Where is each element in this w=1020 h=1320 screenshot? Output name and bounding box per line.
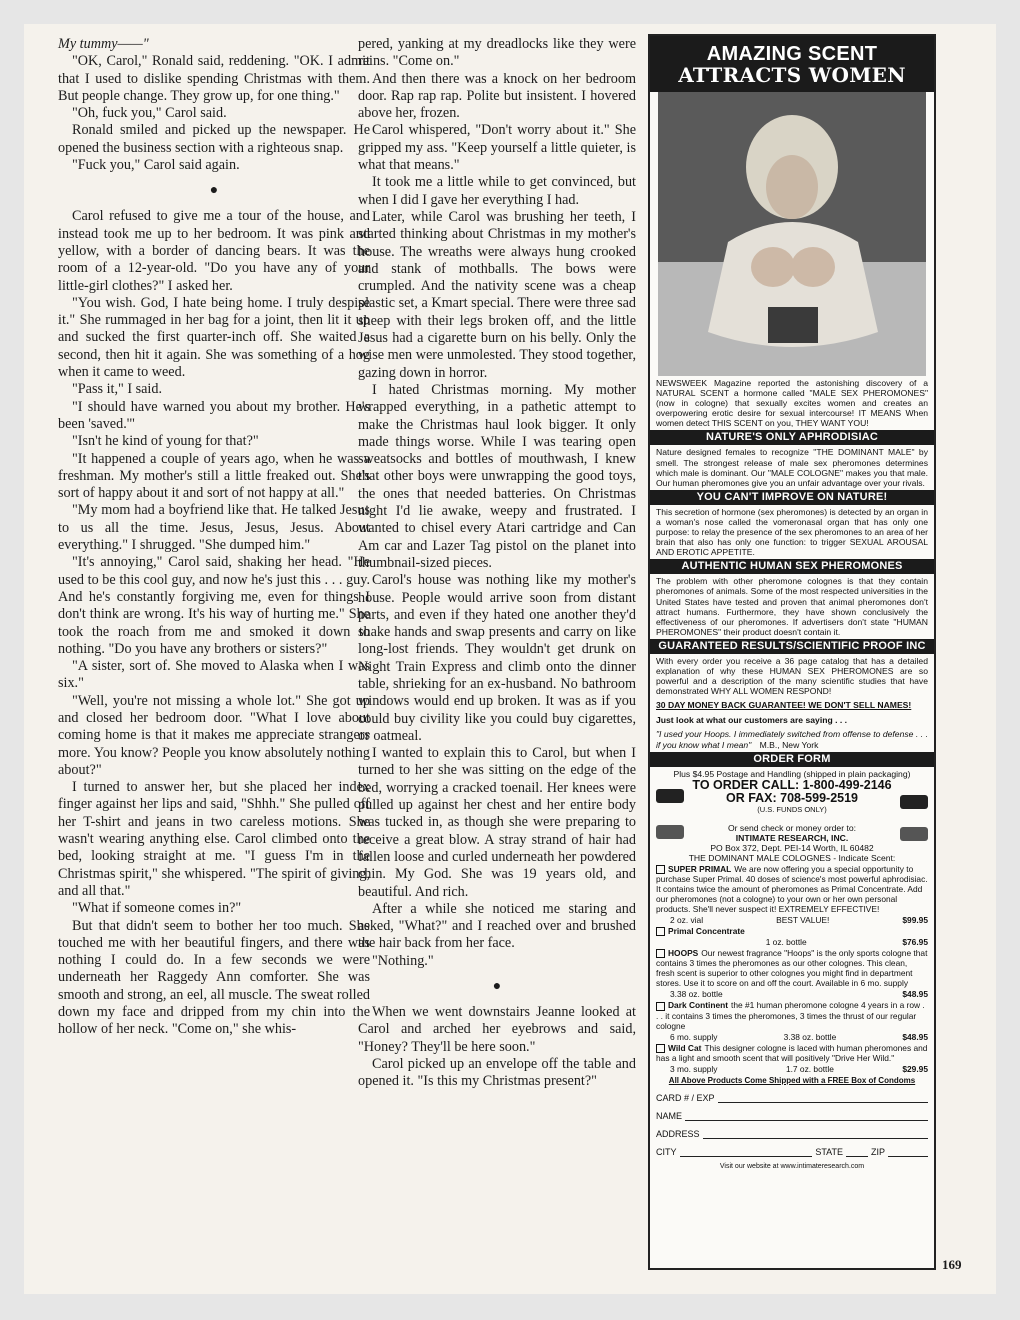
- product-checkbox[interactable]: [656, 1002, 665, 1011]
- story-paragraph: But that didn't seem to bother her too much. She touched me with her beautiful fingers, and there was nothing I could do. In a few seconds we were underneath her Raggedy Ann comforter. She was smooth and strong, an eel, all muscle. The sweat rolled down my face and dripped from my chin into the hollow of her neck. "Come on," she whis-: [58, 917, 370, 1038]
- order-info: Plus $4.95 Postage and Handling (shipped in plain packaging) TO ORDER CALL: 1-800-499-2146 OR FAX: 708-599-2519 (U.S. FUNDS ONLY) Or send check or money order to: INTIMATE RESEARCH, INC. PO Box 372, Dept. PEI-14 Worth, IL 60482 THE DOMINANT MALE COLOGNES - Indicate Scent:: [650, 767, 934, 863]
- address-field[interactable]: ADDRESS: [650, 1124, 934, 1142]
- amex-logo: [656, 825, 684, 839]
- product-name: SUPER PRIMAL: [668, 863, 732, 874]
- product-price-row: [650, 937, 934, 947]
- text-column-left: [58, 36, 370, 1039]
- price-cell: $48.95: [902, 1031, 928, 1042]
- cologne-advertisement: [648, 34, 936, 1270]
- story-paragraph: Carol picked up an envelope off the table and opened it. "Is this my Christmas present?": [358, 1055, 636, 1090]
- story-paragraph: It took me a little while to get convinced, but when I did I gave her everything I had.: [358, 174, 636, 208]
- ad-section-text: With every order you receive a 36 page catalog that has a detailed explanation of why these HUMAN SEX PHEROMONES are so powerful and a description of the many scientific studies that have demonstrated WHY ALL WOMEN RESPOND!: [656, 655, 928, 697]
- product-name: Dark Continent: [668, 1000, 729, 1011]
- ad-guarantee: 30 DAY MONEY BACK GUARANTEE! WE DON'T SELL NAMES!: [656, 700, 912, 711]
- story-paragraph: I wanted to explain this to Carol, but when I turned to her she was sitting on the edge of the bed, worrying a cracked toenail. Her knees were pulled up against her chest and her entire body was tucked in, as though she were preparing to receive a great blow. A stray strand of hair had fallen loose and curled underneath her powdered chin. My God. She was 19 years old, and beautiful. And rich.: [358, 745, 636, 900]
- ad-section-bar: YOU CAN'T IMPROVE ON NATURE!: [650, 490, 934, 505]
- story-paragraph: Carol whispered, "Don't worry about it." She gripped my ass. "Keep yourself a little quieter, is what that means.": [358, 122, 636, 174]
- free-box-note: All Above Products Come Shipped with a FREE Box of Condoms: [668, 1076, 916, 1086]
- story-paragraph: When we went downstairs Jeanne looked at Carol and arched her eyebrows and said, "Honey? They'll be here soon.": [358, 1004, 636, 1055]
- mail-order-block: Or send check or money order to: INTIMATE RESEARCH, INC. PO Box 372, Dept. PEI-14 Worth, IL 60482 THE DOMINANT MALE COLOGNES - Indicate Scent:: [650, 823, 934, 863]
- story-paragraph: "Nothing.": [372, 952, 434, 969]
- story-paragraph: "OK, Carol," Ronald said, reddening. "OK. I admit that I used to dislike spending Christmas with them. But people change. They grow up, for one thing.": [58, 53, 370, 104]
- story-paragraph: "A sister, sort of. She moved to Alaska when I was six.": [58, 658, 370, 692]
- product-checkbox[interactable]: [656, 865, 665, 874]
- story-paragraph: "I should have warned you about my brother. He's been 'saved.'": [58, 398, 370, 432]
- story-paragraph: I hated Christmas morning. My mother wrapped everything, in a pathetic attempt to make the Christmas haul look bigger. It only made things worse. While I was tearing open sweatsocks and bottles of mouthwash, I knew that other boys were unwrapping the good toys, the ones that needed batteries. On Christmas night I'd lie awake, weepy and frustrated. I wanted to chisel every Atari cartridge and Can Am car and Lazer Tag pistol on the planet into thumbnail-sized pieces.: [358, 381, 636, 571]
- price-cell: 1 oz. bottle: [765, 937, 807, 948]
- ad-section-text: The problem with other pheromone colognes is that they contain pheromones of animals. Some of the most respected universities in the United States have tested and proven that animal pheromones don't attract humans. Furthermore, they have shown conclusively the effectiveness of our pheromones. If advertisers don't state "HUMAN PHEROMONES" their product doesn't contain it.: [656, 576, 928, 637]
- product-name: Primal Concentrate: [668, 925, 745, 936]
- price-cell: BEST VALUE!: [776, 914, 830, 925]
- story-paragraph: "What if someone comes in?": [72, 900, 242, 917]
- product-price-row: [650, 1032, 934, 1042]
- ad-intro-text: NEWSWEEK Magazine reported the astonishing discovery of a NATURAL SCENT a hormone called "MALE SEX PHEROMONES" (now in cologne) that sexually excites women and creates an overpowering erotic desire for sexual intercourse! IT MEANS When women detect THIS SCENT on you, THEY WANT YOU!: [656, 378, 928, 429]
- text-column-middle: [358, 36, 636, 1091]
- price-cell: $76.95: [902, 937, 928, 948]
- name-field[interactable]: NAME: [650, 1106, 934, 1124]
- price-cell: 6 mo. supply: [670, 1031, 718, 1042]
- product-checkbox[interactable]: [656, 949, 665, 958]
- price-cell: $48.95: [902, 989, 928, 1000]
- price-cell: 3.38 oz. bottle: [783, 1031, 837, 1042]
- woman-photo-illustration: [658, 92, 926, 376]
- story-paragraph: Carol's house was nothing like my mother's house. People would arrive soon from distant parts, and even if they hated one another they'd shake hands and swap presents and carry on like long-lost friends. They wouldn't get drunk on Night Train Express and climb onto the dinner table, shrieking for an ex-husband. No bathroom windows would end up broken. It was as if you could buy civility like you could buy cigarettes, or oatmeal.: [358, 572, 636, 744]
- ad-headline: AMAZING SCENT ATTRACTS WOMEN: [650, 36, 934, 92]
- product-item: [650, 1042, 934, 1064]
- price-cell: 3.38 oz. bottle: [670, 989, 723, 1000]
- visa-logo: [900, 795, 928, 809]
- ad-section-text: This secretion of hormone (sex pheromones) is detected by an organ in a woman's nose called the vomeronasal organ that has only one purpose: to relay the presence of the sex pheromones to an area of her brain that also has only one function: to trigger SEXUAL AROUSAL AND EROTIC APPETITE.: [656, 506, 928, 558]
- story-paragraph: Ronald smiled and picked up the newspaper. He opened the business section with a righteous snap.: [58, 122, 370, 156]
- product-description: Our newest fragrance "Hoops" is the only sports cologne that contains 3 times the pheromones as our other colognes. This clean, fresh scent is superior to other colognes you might find in department stores. Use it to score on and off the court. Available in 6 mo. supply: [656, 948, 928, 989]
- mastercard-logo: [656, 789, 684, 803]
- section-break-bullet: ●: [492, 979, 502, 995]
- story-paragraph: "It happened a couple of years ago, when he was a freshman. My mother's still a little freaked out. She's sort of happy about it and sort of not happy at all.": [58, 450, 370, 502]
- testimonial-quote: "I used your Hoops. I immediately switched from offense to defense . . . if you know what I mean" M.B., New York: [656, 729, 928, 750]
- story-paragraph: "You wish. God, I hate being home. I truly despise it." She rummaged in her bag for a joint, then lit it up and sucked the first quarter-inch off. She waited a second, then hit it again. She was something of a hog when it came to weed.: [58, 294, 370, 381]
- card-exp-field[interactable]: CARD # / EXP: [650, 1088, 934, 1106]
- story-paragraph: And then there was a knock on her bedroom door. Rap rap rap. Polite but insistent. I hovered above her, frozen.: [358, 70, 636, 122]
- story-paragraph: pered, yanking at my dreadlocks like they were reins. "Come on.": [358, 36, 636, 70]
- story-paragraph: "Well, you're not missing a whole lot." She got up and closed her bedroom door. "What I love about coming home is that it makes me appreciate strangers more. You know? People you know absolutely nothing about?": [58, 692, 370, 778]
- story-paragraph: I turned to answer her, but she placed her index finger against her lips and said, "Shhh." She pulled off her T-shirt and jeans in two careless motions. She wasn't wearing anything else. Carol climbed onto the bed, looking straight at me. "I guess I'm in the Christmas spirit," she whispered. "The spirit of giving, and all that.": [58, 779, 370, 899]
- product-name: Wild Cat: [668, 1042, 702, 1053]
- story-paragraph: "Fuck you," Carol said again.: [72, 157, 240, 174]
- story-paragraph: "Isn't he kind of young for that?": [72, 433, 259, 450]
- story-paragraph: "My mom had a boyfriend like that. He talked Jesus to us all the time. Jesus, Jesus, Jesus. About everything." I shrugged. "She dumped him.": [58, 502, 370, 554]
- price-cell: $99.95: [902, 914, 928, 925]
- price-cell: $29.95: [902, 1064, 928, 1075]
- story-paragraph: After a while she noticed me staring and asked, "What?" and I reached over and brushed the hair back from her face.: [358, 900, 636, 952]
- section-break-bullet: ●: [209, 183, 219, 199]
- testimonial-heading: Just look at what our customers are saying . . .: [656, 715, 848, 726]
- product-checkbox[interactable]: [656, 1044, 665, 1053]
- product-description: This designer cologne is laced with human pheromones and has a light and smooth scent that will positively "Drive Her Wild.": [656, 1042, 928, 1064]
- product-name: HOOPS: [668, 948, 699, 959]
- website-text: Visit our website at www.intimateresearch.com: [719, 1163, 865, 1171]
- ad-section-text: Nature designed females to recognize "THE DOMINANT MALE" by smell. The strongest release of male sex pheromones determines which male is dominant. Our "MALE COLOGNE" makes you that male. Our human pheromones give you an unfair advantage over your rivals.: [656, 447, 928, 488]
- price-cell: 3 mo. supply: [670, 1064, 718, 1075]
- story-paragraph: "Pass it," I said.: [72, 381, 163, 398]
- ad-photo-woman: [658, 92, 926, 376]
- story-paragraph: "It's annoying," Carol said, shaking her head. "He used to be this cool guy, and now he's just this . . . guy. And he's constantly forgiving me, even for things I don't think are wrong. It's his way of hurting me." She took the roach from me and smoked it down to nothing. "Do you have any brothers or sisters?": [58, 554, 370, 657]
- product-description: the #1 human pheromone cologne 4 years in a row . . . it contains 3 times the pheromones, 3 times the thrust of our regular cologne: [656, 1000, 925, 1031]
- product-checkbox[interactable]: [656, 927, 665, 936]
- product-price-row: [650, 989, 934, 999]
- price-cell: 2 oz. vial: [670, 914, 704, 925]
- story-paragraph: Later, while Carol was brushing her teeth, I started thinking about Christmas in my mother's house. The wreaths were always hung crooked and stank of mothballs. The bows were crumpled. And the nativity scene was a cheap plastic set, a Kmart special. There were three sad sheep with their legs broken off, and the little Jesus had a cigarette burn on his belly. Only the wise men were unmolested. They stood together, gazing down in horror.: [358, 208, 636, 381]
- story-paragraph: My tummy——": [58, 36, 149, 52]
- magazine-page: [24, 24, 996, 1294]
- product-item: [650, 999, 934, 1031]
- product-item: [650, 947, 934, 989]
- story-paragraph: "Oh, fuck you," Carol said.: [72, 105, 227, 122]
- discover-logo: [900, 827, 928, 841]
- product-item: [650, 863, 934, 915]
- product-price-row: [650, 1064, 934, 1074]
- ad-section-bar: AUTHENTIC HUMAN SEX PHEROMONES: [650, 559, 934, 574]
- page-number: 169: [942, 1257, 962, 1272]
- product-description: We are now offering you a special opportunity to purchase Super Primal. 40 doses of science's most powerful aphrodisiac. It contains twice the amount of pheromones as Primal Concentrate. Add our pheromones (not a cologne) to your own or her own personal products. She'll never suspect it! EXTREMELY EFFECTIVE!: [656, 863, 928, 914]
- order-phone-block: TO ORDER CALL: 1-800-499-2146 OR FAX: 708-599-2519 (U.S. FUNDS ONLY): [650, 779, 934, 823]
- story-paragraph: Carol refused to give me a tour of the house, and instead took me up to her bedroom. It was pink and yellow, with a border of dancing bears. It was the room of a 12-year-old. "Do you have any of your little-girl clothes?" I asked her.: [58, 208, 370, 294]
- order-form-bar: ORDER FORM: [650, 752, 934, 767]
- price-cell: 1.7 oz. bottle: [785, 1064, 834, 1075]
- product-list: [650, 863, 934, 1074]
- city-state-zip-field[interactable]: CITY STATE ZIP: [650, 1142, 934, 1160]
- product-price-row: [650, 915, 934, 925]
- ad-section-bar: GUARANTEED RESULTS/SCIENTIFIC PROOF INC: [650, 639, 934, 654]
- ad-section-bar: NATURE'S ONLY APHRODISIAC: [650, 430, 934, 445]
- product-item: [650, 925, 934, 937]
